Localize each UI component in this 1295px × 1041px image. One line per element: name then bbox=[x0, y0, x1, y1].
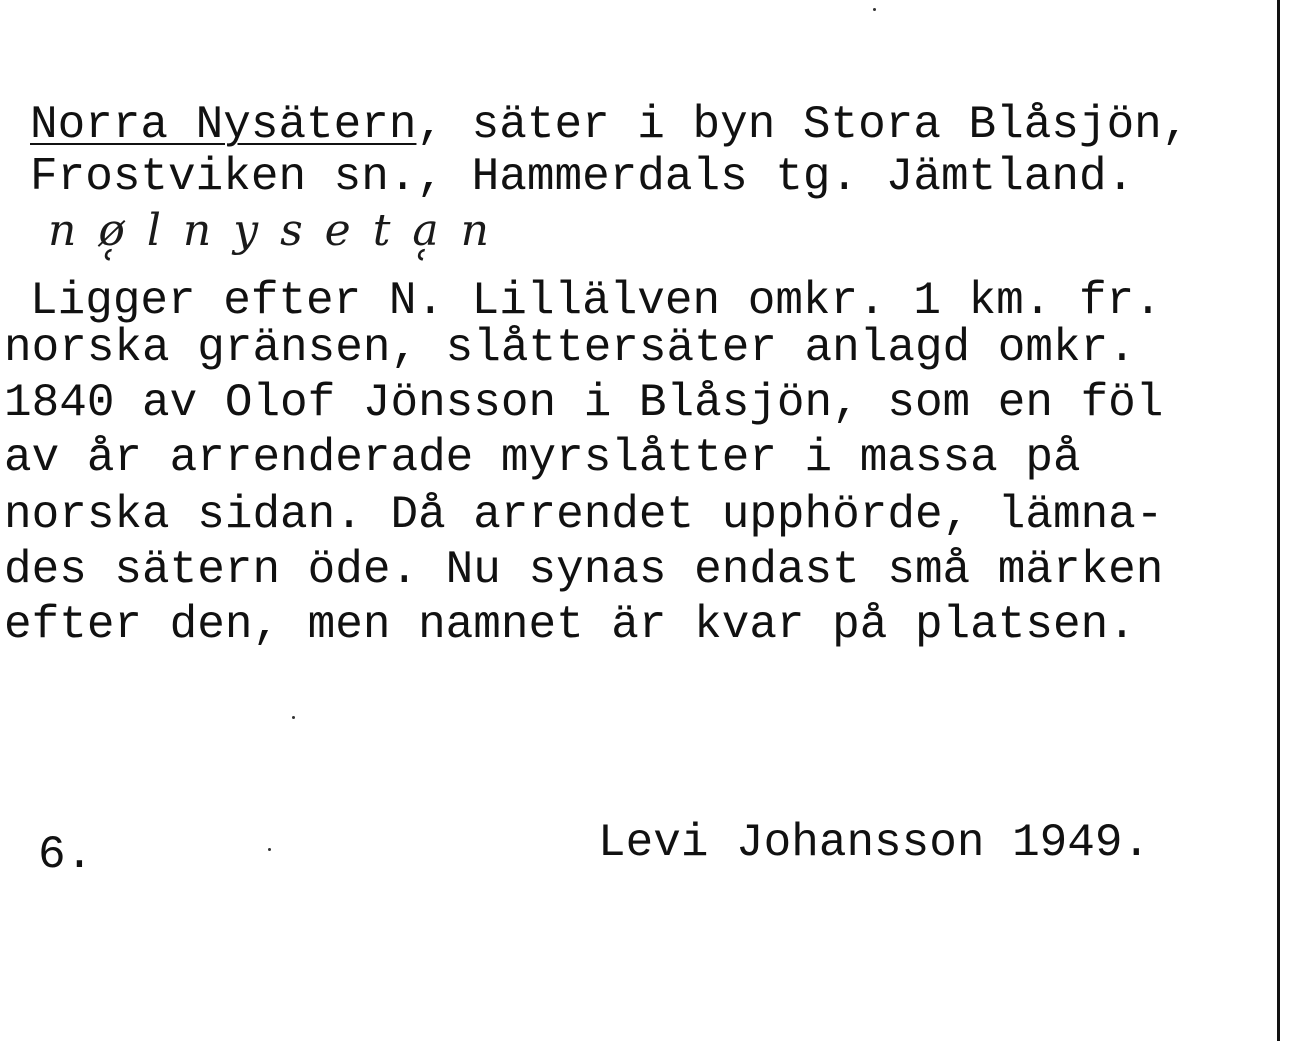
speck bbox=[873, 8, 876, 11]
card-number: 6. bbox=[38, 829, 94, 881]
speck bbox=[292, 716, 295, 719]
body-line-3: 1840 av Olof Jönsson i Blåsjön, som en föl bbox=[4, 377, 1164, 429]
heading-line-1 bbox=[30, 100, 1189, 150]
body-line-6: des sätern öde. Nu synas endast små märken bbox=[4, 544, 1164, 596]
place-name: Norra Nysätern bbox=[30, 99, 417, 151]
signature: Levi Johansson 1949. bbox=[598, 817, 1151, 869]
phonetic-transcription: nø̜lnyseta̜n bbox=[48, 205, 511, 256]
heading-line-2: Frostviken sn., Hammerdals tg. Jämtland. bbox=[30, 151, 1135, 203]
body-line-7: efter den, men namnet är kvar på platsen. bbox=[4, 599, 1136, 651]
body-line-4: av år arrenderade myrslåtter i massa på bbox=[4, 432, 1081, 484]
speck bbox=[268, 848, 271, 851]
body-line-1: Ligger efter N. Lillälven omkr. 1 km. fr. bbox=[30, 275, 1162, 327]
card-edge-line bbox=[1277, 0, 1280, 1041]
heading-rest: , säter i byn Stora Blåsjön, bbox=[416, 99, 1190, 151]
body-line-5: norska sidan. Då arrendet upphörde, lämna- bbox=[4, 489, 1164, 541]
body-line-2: norska gränsen, slåttersäter anlagd omkr. bbox=[4, 322, 1136, 374]
